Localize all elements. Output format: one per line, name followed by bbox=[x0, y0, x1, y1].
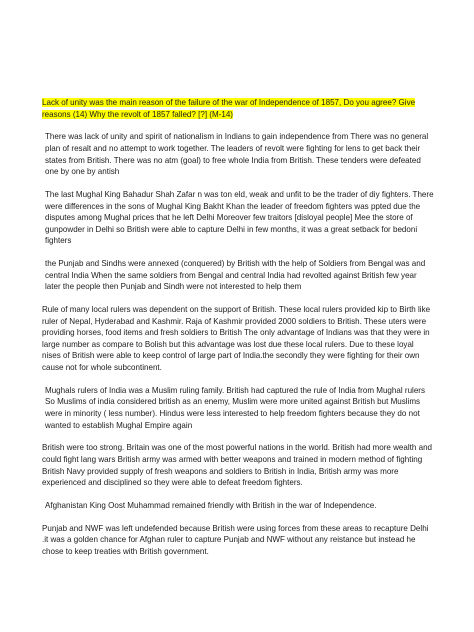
paragraph-local-rulers: Rule of many local rulers was dependent on the support of British. These local rulers provided kip to Birth like ruler of Nepal, Hyderabad and Kashmir. Raja of Kashmir provided 2000 soldiers to British. These uters were providing horses, food items and fresh soldiers to British The only advantage of Indians was that they were in large number as compare to Bolish but this advantage was lost due these local rulers. Due to these loyal nises of British were able to keep control of large part of India.the secondly they were fighting for their own cause not for whole subcontinent. bbox=[42, 305, 431, 373]
question-heading bbox=[42, 97, 434, 120]
paragraph-lack-of-unity: There was lack of unity and spirit of nationalism in Indians to gain independence from There was no general plan of resalt and no attempt to work together. The leaders of revolt were fighting for lens to get back their states from British. There was no atm (goal) to free whole India from British. These tenders were defeated one by one by antish bbox=[45, 132, 429, 177]
document-body bbox=[42, 97, 434, 569]
paragraph-afghanistan: Afghanistan King Oost Muhammad remained friendly with British in the war of Independence. bbox=[45, 500, 377, 510]
paragraph-punjab-nwf: Punjab and NWF was left undefended because British were using forces from these areas to recapture Delhi .it was a golden chance for Afghan ruler to capture Punjab and NWF without any reistance but instead he chose to keep treaties with British government. bbox=[42, 523, 429, 556]
paragraph-punjab-sindh: the Punjab and Sindhs were annexed (conquered) by British with the help of Soldiers from Bengal was and central India When the same soldiers from Bengal and central India had revolted against British few year later the people then Punjab and Sindh were not interested to help them bbox=[45, 259, 426, 292]
paragraph-mughal-king: The last Mughal King Bahadur Shah Zafar n was ton eld, weak and unfit to be the trader of diy fighters. There were differences in the sons of Mughal King Bakht Khan the leader of freedom fighters was ppted due the disputes among Mughal prices that he left Delhi Moreover few traitors [disloyal people] Mee the store of gunpowder in Delhi so British were able to capture Delhi in few months, it was a great setback for bedoni fighters bbox=[45, 189, 434, 246]
highlighted-question: Lack of unity was the main reason of the failure of the war of Independence of 1857, Do you agree? Give reasons (14) Why the revolt of 1857 falled? [?] (M-14) bbox=[42, 98, 416, 119]
paragraph-british-strength: British were too strong. Britain was one of the most powerful nations in the world. British had more wealth and could fight lang wars British army was armed with better weapons and trained in modern method of fighting British Navy provided supply of fresh weapons and soldiers to British in India, British army was more experienced and disciplined so they were able to defeat freedom fighters. bbox=[42, 443, 433, 488]
paragraph-mughal-rulers: Mughals rulers of India was a Muslim ruling family. British had captured the rule of India from Mughal rulers So Muslims of india considered british as an enemy, Muslim were more united against British but Muslims were in minority ( less number). Hindus were less interested to help freedom fighters because they do not wanted to establish Mughal Empire again bbox=[45, 385, 426, 430]
